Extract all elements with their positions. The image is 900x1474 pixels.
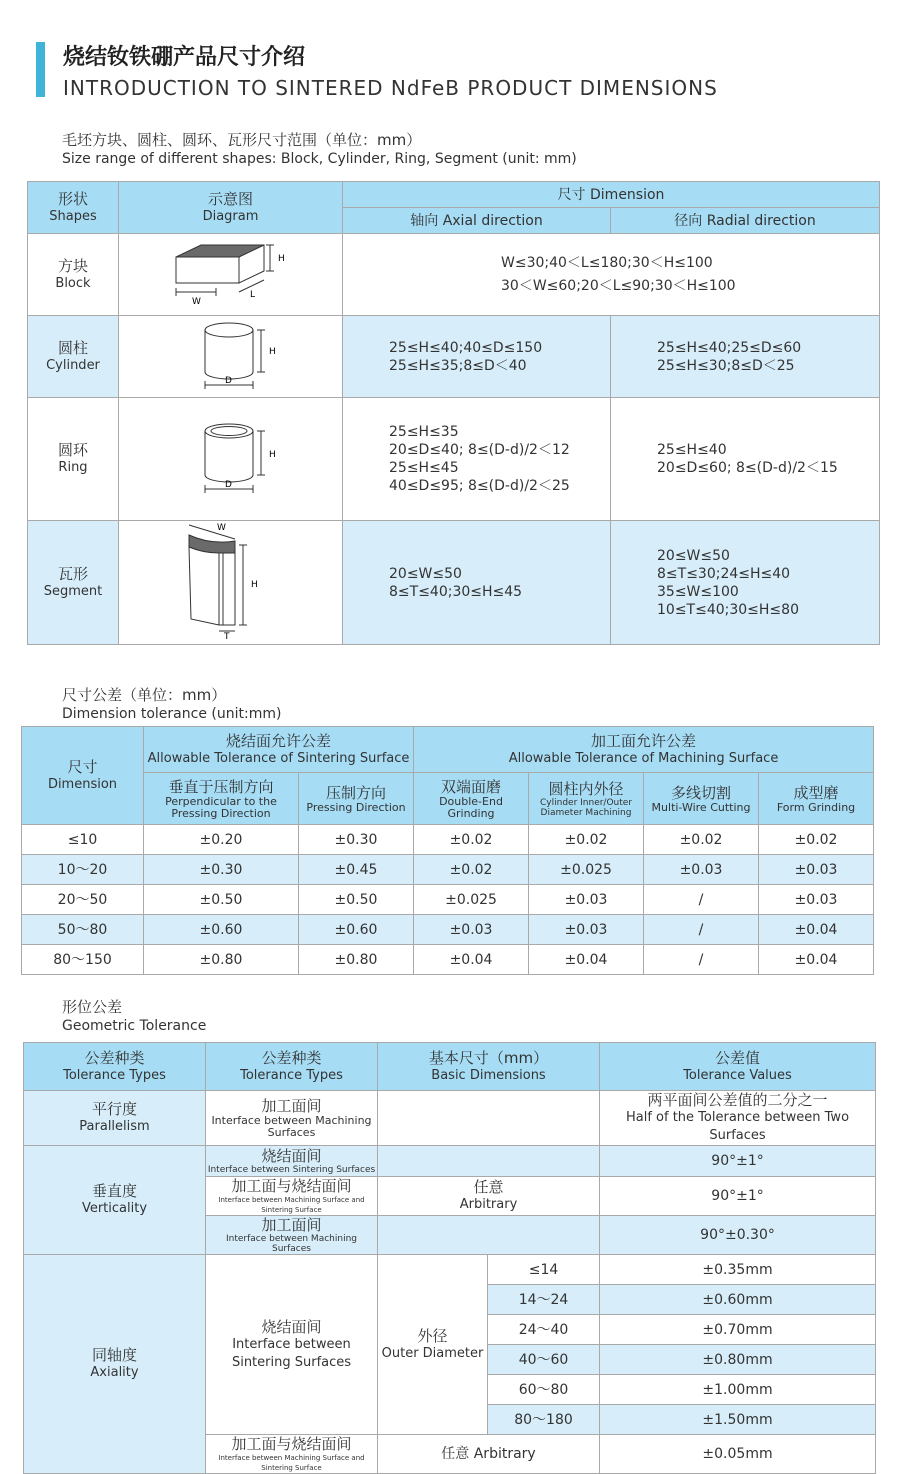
row-axiality: 同轴度 Axiality 烧结面间 Interface between Sintering Surfaces 外径 Outer Diameter ≤14 ±0.35mm	[24, 1255, 876, 1285]
svg-text:H: H	[268, 449, 276, 460]
shape-label-cylinder: 圆柱 Cylinder	[28, 316, 119, 398]
svg-text:L: L	[249, 290, 255, 300]
cylinder-axial: 25≤H≤40;40≤D≤150 25≤H≤35;8≤D＜40	[343, 316, 611, 398]
table-row: ≤10 ±0.20 ±0.30 ±0.02 ±0.02 ±0.02 ±0.02	[22, 825, 874, 855]
ring-diagram-icon	[181, 415, 281, 499]
svg-text:D: D	[224, 376, 232, 386]
diagram-segment	[119, 521, 343, 645]
svg-text:T: T	[223, 632, 229, 639]
svg-text:D: D	[224, 479, 232, 490]
head-double-end: 双端面磨 Double-End Grinding	[414, 773, 529, 825]
diagram-cylinder	[119, 316, 343, 398]
head-tolerance-type-1: 公差种类 Tolerance Types	[24, 1043, 206, 1091]
diagram-ring	[119, 398, 343, 521]
cylinder-radial: 25≤H≤40;25≤D≤60 25≤H≤30;8≤D＜25	[611, 316, 880, 398]
cylinder-diagram-icon	[181, 316, 281, 392]
section1-caption-en: Size range of different shapes: Block, Cylinder, Ring, Segment (unit: mm)	[62, 151, 577, 167]
ring-radial: 25≤H≤40 20≤D≤60; 8≤(D-d)/2＜15	[611, 398, 880, 521]
dimension-tolerance-table	[21, 726, 874, 975]
shape-label-segment: 瓦形 Segment	[28, 521, 119, 645]
segment-radial: 20≤W≤50 8≤T≤30;24≤H≤40 35≤W≤100 10≤T≤40;30≤H≤80	[611, 521, 880, 645]
head-radial: 径向 Radial direction	[611, 208, 880, 234]
row-segment	[28, 521, 880, 645]
head-tolerance-values: 公差值 Tolerance Values	[600, 1043, 876, 1091]
table-row: 10～20 ±0.30 ±0.45 ±0.02 ±0.025 ±0.03 ±0.03	[22, 855, 874, 885]
ring-axial: 25≤H≤35 20≤D≤40; 8≤(D-d)/2＜12 25≤H≤45 40≤D≤95; 8≤(D-d)/2＜25	[343, 398, 611, 521]
head-machining-surface: 加工面允许公差 Allowable Tolerance of Machining Surface	[414, 727, 874, 773]
svg-text:W: W	[216, 523, 226, 533]
shape-label-ring: 圆环 Ring	[28, 398, 119, 521]
title-accent-bar	[36, 42, 45, 97]
section1-caption	[62, 131, 577, 169]
page-title-en: INTRODUCTION TO SINTERED NdFeB PRODUCT DIMENSIONS	[63, 76, 718, 100]
section2-caption-en: Dimension tolerance (unit:mm)	[62, 706, 282, 722]
head-dimension: 尺寸 Dimension	[343, 182, 880, 208]
section3-caption-en: Geometric Tolerance	[62, 1018, 207, 1034]
row-parallelism: 平行度 Parallelism 加工面间 Interface between Machining Surfaces 两平面间公差值的二分之一 Half of the Tolerance between Two Surfaces	[24, 1091, 876, 1146]
segment-axial: 20≤W≤50 8≤T≤40;30≤H≤45	[343, 521, 611, 645]
section3-caption	[62, 998, 206, 1036]
shape-label-block: 方块 Block	[28, 234, 119, 316]
head-tolerance-type-2: 公差种类 Tolerance Types	[206, 1043, 378, 1091]
table-row: 20～50 ±0.50 ±0.50 ±0.025 ±0.03 / ±0.03	[22, 885, 874, 915]
axiality-label: 同轴度 Axiality	[24, 1255, 206, 1474]
head-diagram: 示意图 Diagram	[119, 182, 343, 234]
geometric-tolerance-table: 公差种类 Tolerance Types 公差种类 Tolerance Types 基本尺寸（mm） Basic Dimensions 公差值 Tolerance Values 平行度 Parallelism 加工面间 Interface between Machining Surfaces 两平面间公差值的二分之一 Half of the Tolerance between Two Surfaces 垂直度 Verticality 烧结面间 Interface between Sintering Surfaces 90°±1° 加工面与烧结面间 Interface between Machining Surface and Sintering Surface 任意 Arbitrary 90°±1° 加工面间 Interface between Machining Surfaces 90°±0.30° 同轴度 Axiality 烧结面间 Interface between Sintering Surfaces 外径 Outer Diameter ≤14 ±0.35mm 14～24 ±0.60mm 24～40 ±0.70mm 40～60 ±0.80mm 60～80 ±1.00mm 80～180 ±1.50mm 加工面与烧结面间 Interface between Machining Surface and Sintering Surface 任意 Arbitrary ±0.05mm	[23, 1042, 876, 1474]
head-dimension: 尺寸 Dimension	[22, 727, 144, 825]
verticality-label: 垂直度 Verticality	[24, 1146, 206, 1255]
page-title-cn: 烧结钕铁硼产品尺寸介绍	[63, 45, 306, 70]
row-ring	[28, 398, 880, 521]
svg-text:H: H	[268, 347, 276, 357]
row-block	[28, 234, 880, 316]
diagram-block	[119, 234, 343, 316]
svg-text:H: H	[250, 580, 258, 590]
section3-caption-cn: 形位公差	[62, 998, 123, 1016]
row-cylinder	[28, 316, 880, 398]
row-verticality: 垂直度 Verticality 烧结面间 Interface between Sintering Surfaces 90°±1°	[24, 1146, 876, 1177]
section2-caption	[62, 686, 281, 724]
segment-diagram-icon	[181, 521, 281, 639]
head-multi-wire: 多线切割 Multi-Wire Cutting	[644, 773, 759, 825]
head-shapes: 形状 Shapes	[28, 182, 119, 234]
section2-caption-cn: 尺寸公差（单位：mm）	[62, 686, 227, 704]
head-cylinder-machining: 圆柱内外径 Cylinder Inner/Outer Diameter Machining	[529, 773, 644, 825]
head-pressing: 压制方向 Pressing Direction	[299, 773, 414, 825]
head-axial: 轴向 Axial direction	[343, 208, 611, 234]
block-diagram-icon	[166, 239, 296, 305]
svg-text:W: W	[191, 297, 201, 305]
table-row: 50～80 ±0.60 ±0.60 ±0.03 ±0.03 / ±0.04	[22, 915, 874, 945]
table-row: 80～150 ±0.80 ±0.80 ±0.04 ±0.04 / ±0.04	[22, 945, 874, 975]
head-sintering-surface: 烧结面允许公差 Allowable Tolerance of Sintering Surface	[144, 727, 414, 773]
section1-caption-cn: 毛坯方块、圆柱、圆环、瓦形尺寸范围（单位：mm）	[62, 131, 422, 149]
svg-text:H: H	[277, 254, 285, 264]
head-basic-dimensions: 基本尺寸（mm） Basic Dimensions	[378, 1043, 600, 1091]
block-dimensions: W≤30;40＜L≤180;30＜H≤100 30＜W≤60;20＜L≤90;30＜H≤100	[343, 234, 880, 316]
parallelism-label: 平行度 Parallelism	[24, 1091, 206, 1146]
head-form-grinding: 成型磨 Form Grinding	[759, 773, 874, 825]
head-perpendicular: 垂直于压制方向 Perpendicular to the Pressing Direction	[144, 773, 299, 825]
shape-size-table	[27, 181, 880, 645]
